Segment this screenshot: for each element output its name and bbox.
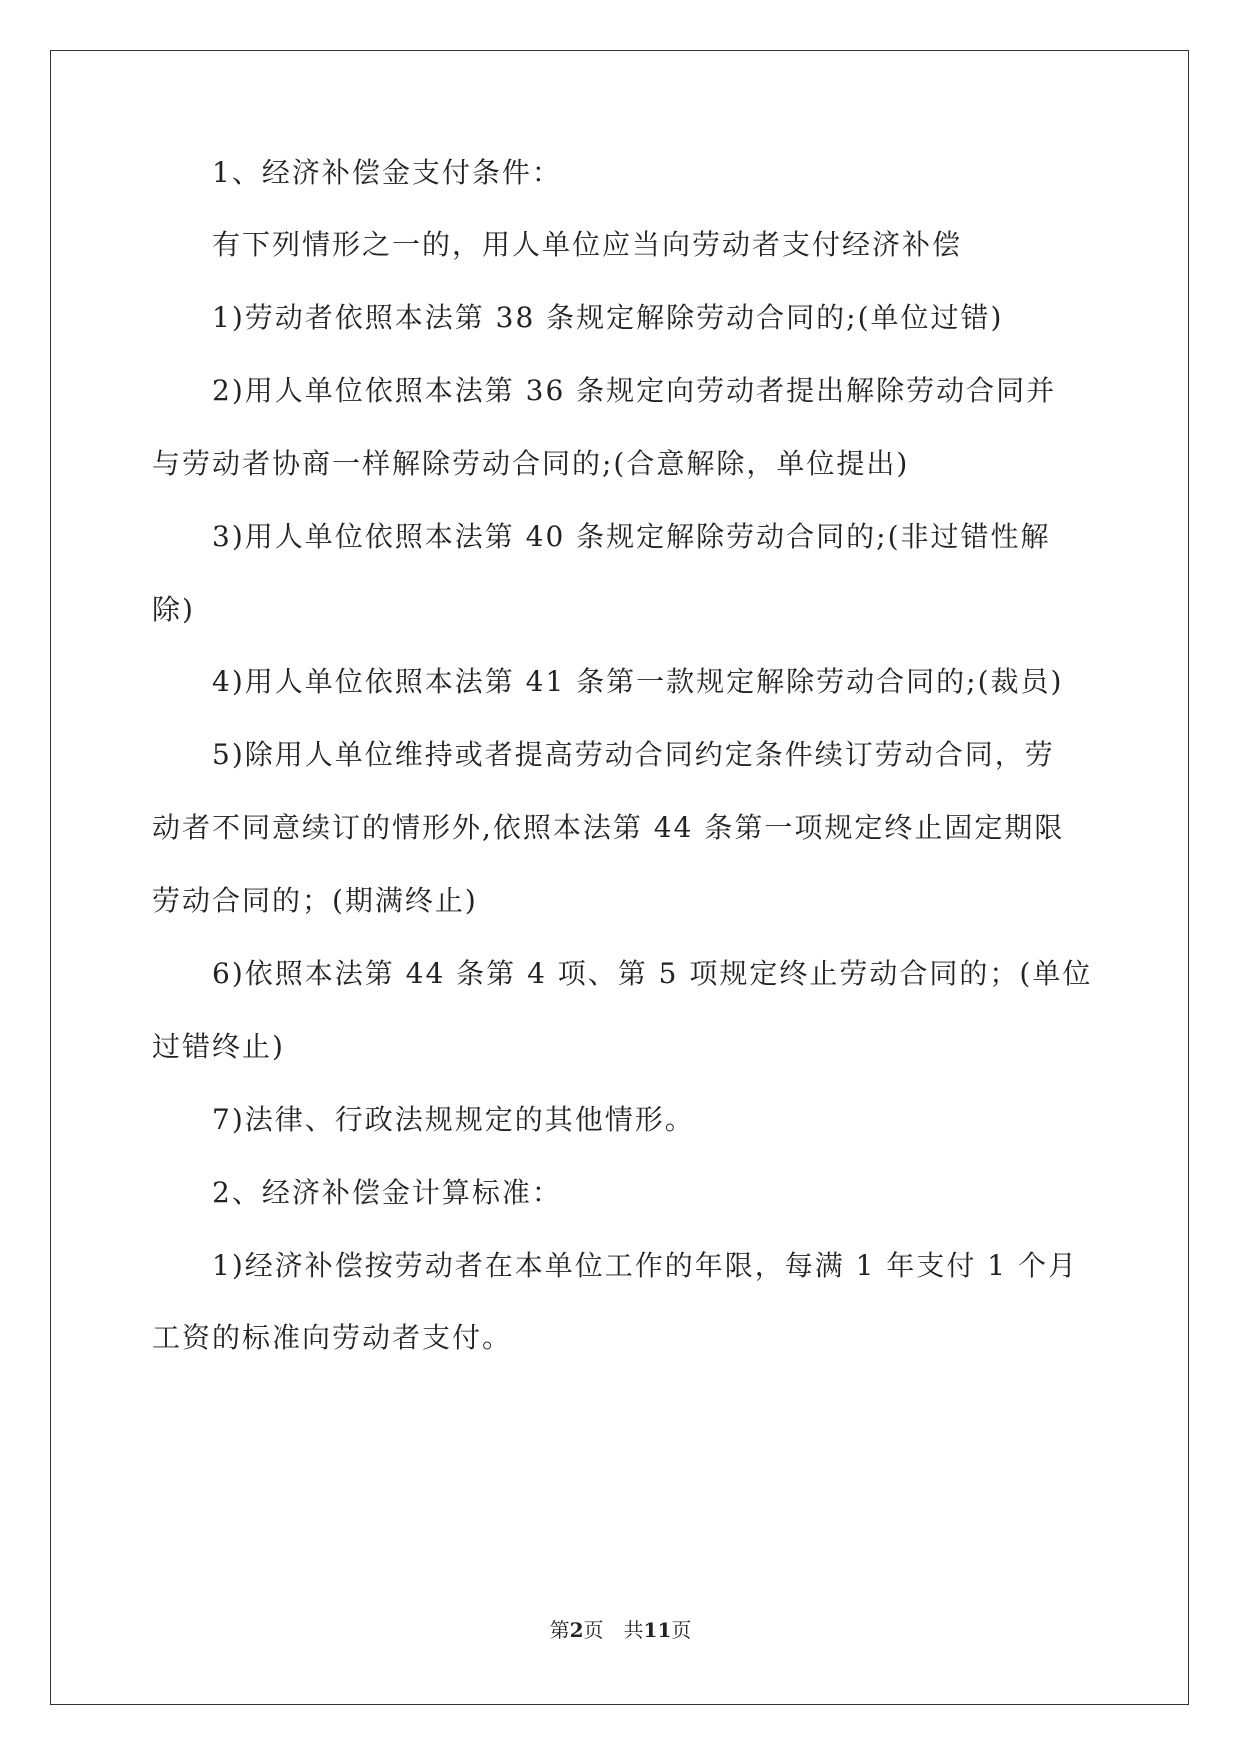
page-border bbox=[50, 50, 1189, 1705]
section-heading-1: 1、经济补偿金支付条件： bbox=[212, 156, 562, 189]
list-item: 1)劳动者依照本法第 38 条规定解除劳动合同的;(单位过错) bbox=[212, 301, 1004, 334]
list-item: 2)用人单位依照本法第 36 条规定向劳动者提出解除劳动合同并 bbox=[212, 374, 1057, 407]
paragraph-line: 有下列情形之一的，用人单位应当向劳动者支付经济补偿 bbox=[212, 228, 963, 261]
list-item: 1)经济补偿按劳动者在本单位工作的年限，每满 1 年支付 1 个月 bbox=[212, 1249, 1078, 1282]
page-footer bbox=[0, 1614, 1241, 1643]
list-item: 5)除用人单位维持或者提高劳动合同约定条件续订劳动合同，劳 bbox=[212, 738, 1055, 771]
list-item: 6)依照本法第 44 条第 4 项、第 5 项规定终止劳动合同的；(单位 bbox=[212, 957, 1093, 990]
current-page-number: 2 bbox=[569, 1618, 584, 1642]
list-item-continuation: 除) bbox=[152, 593, 195, 626]
list-item-continuation: 过错终止) bbox=[152, 1030, 285, 1063]
list-item-continuation: 动者不同意续订的情形外,依照本法第 44 条第一项规定终止固定期限 bbox=[152, 811, 1065, 844]
total-page-count: 11 bbox=[643, 1618, 672, 1642]
list-item-continuation: 与劳动者协商一样解除劳动合同的;(合意解除，单位提出) bbox=[152, 447, 910, 480]
list-item: 3)用人单位依照本法第 40 条规定解除劳动合同的;(非过错性解 bbox=[212, 520, 1051, 553]
list-item: 7)法律、行政法规规定的其他情形。 bbox=[212, 1103, 695, 1136]
footer-middle: 页 共 bbox=[583, 1618, 644, 1642]
list-item-continuation: 劳动合同的；(期满终止) bbox=[152, 884, 478, 917]
section-heading-2: 2、经济补偿金计算标准： bbox=[212, 1176, 562, 1209]
list-item-continuation: 工资的标准向劳动者支付。 bbox=[152, 1321, 513, 1354]
list-item: 4)用人单位依照本法第 41 条第一款规定解除劳动合同的;(裁员) bbox=[212, 665, 1064, 698]
footer-prefix: 第 bbox=[549, 1618, 570, 1642]
footer-suffix: 页 bbox=[671, 1618, 692, 1642]
